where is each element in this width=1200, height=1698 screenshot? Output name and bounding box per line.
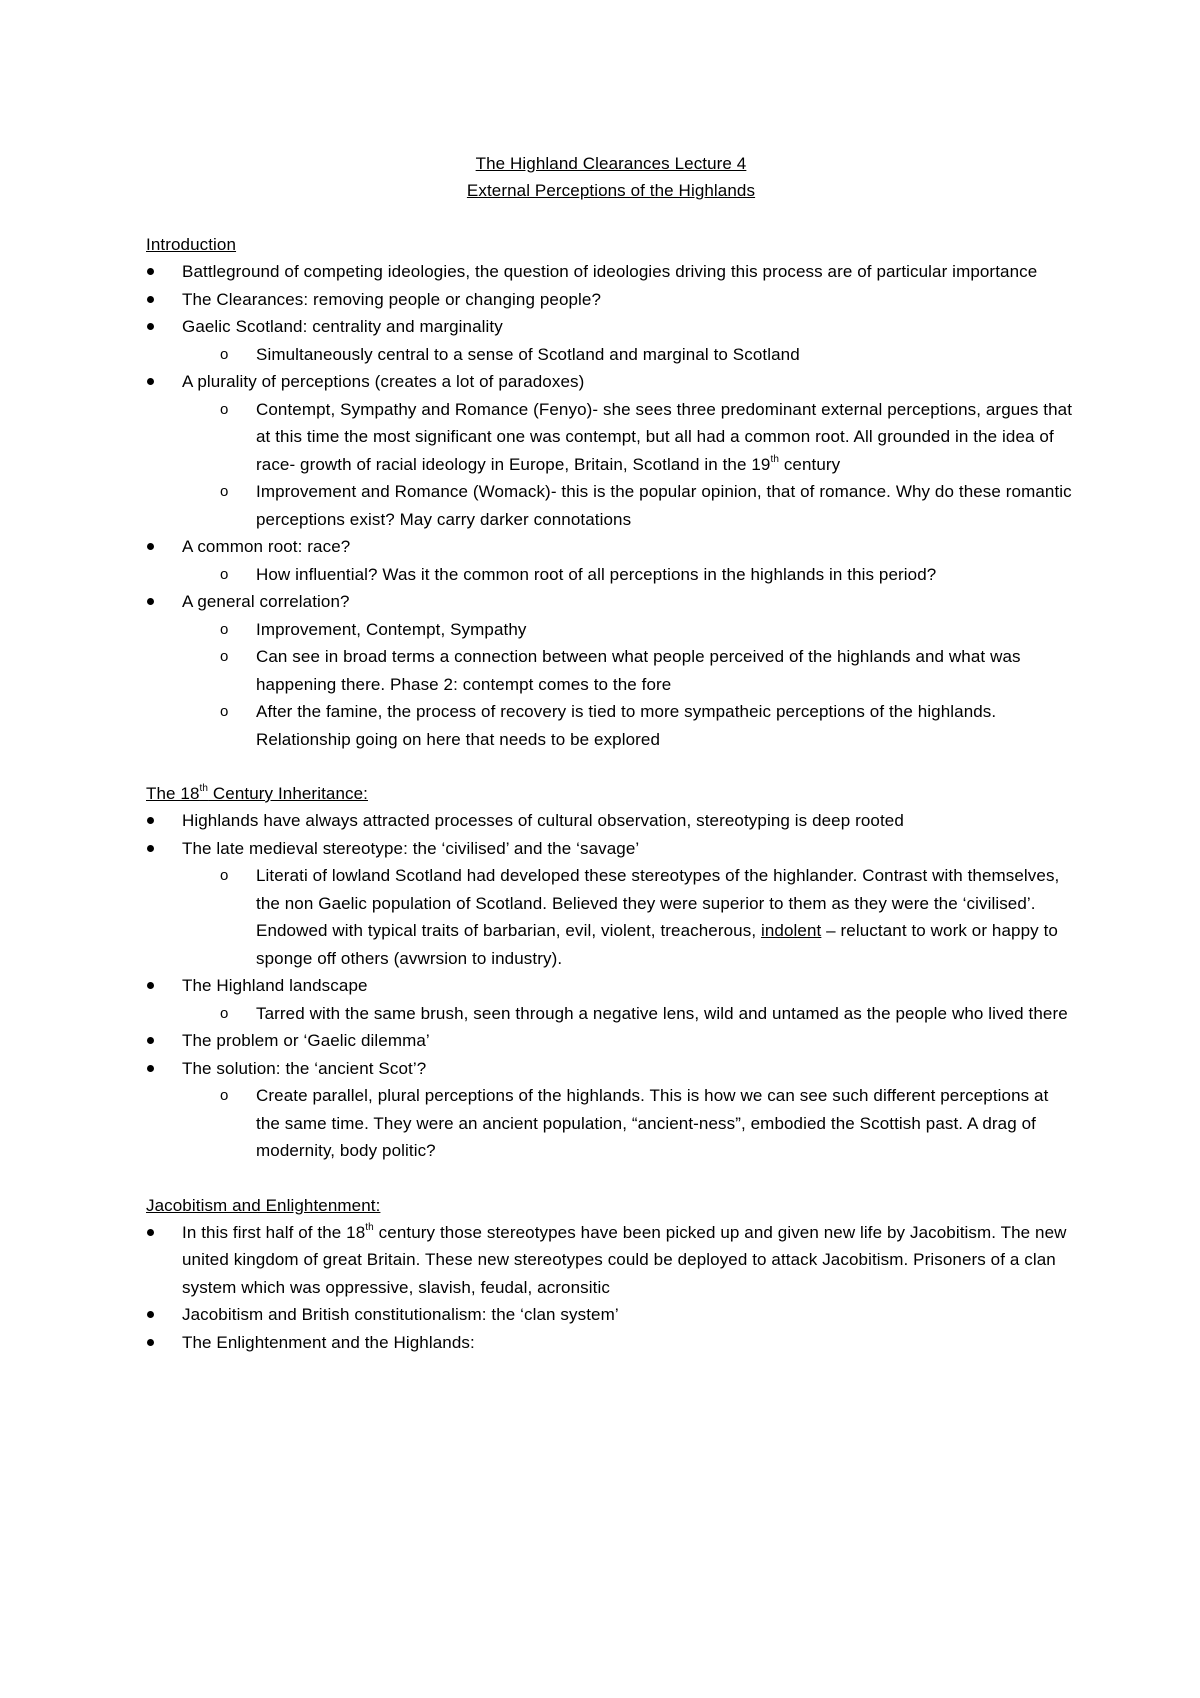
text-run: A plurality of perceptions (creates a lot of paradoxes)	[182, 372, 585, 391]
text-run: Century Inheritance:	[208, 784, 368, 803]
superscript: th	[199, 783, 209, 795]
text-run: After the famine, the process of recovery is tied to more sympatheic perceptions of the highlands. Relationship going on here that needs to be explored	[256, 702, 997, 749]
bullet-text	[182, 1333, 475, 1352]
text-run: The Enlightenment and the Highlands:	[182, 1332, 475, 1352]
document-subtitle: External Perceptions of the Highlands	[466, 181, 756, 200]
text-run: The Clearances: removing people or changing people?	[182, 289, 602, 309]
bullet-dot-icon	[147, 323, 154, 330]
sub-bullet-item	[146, 698, 1076, 753]
sub-bullet-icon: o	[220, 565, 229, 583]
document-title: The Highland Clearances Lecture 4	[475, 154, 747, 173]
text-run: Improvement and Romance (Womack)- this is the popular opinion, that of romance. Why do these romantic perceptions exist? May carry darker connotations	[256, 482, 1072, 529]
bullet-dot-icon	[147, 1339, 154, 1346]
text-run: Can see in broad terms a connection between what people perceived of the highlands and what was happening there. Phase 2: contempt comes to the fore	[256, 647, 1021, 694]
text-run: A common root: race?	[182, 537, 351, 556]
text-run: century those stereotypes have been picked up and given new life by Jacobitism. The new united kingdom of great Britain. These new stereotypes could be deployed to attack Jacobitism. Prisoners of a clan system which was oppressive, slavish, feudal, acronsitic	[182, 1222, 1067, 1297]
bullet-dot-icon	[147, 817, 154, 824]
sub-bullet-item	[146, 396, 1076, 479]
sub-bullet-icon: o	[220, 703, 229, 720]
bullet-text	[182, 1223, 1067, 1297]
bullet-item	[146, 1055, 1076, 1165]
section-heading	[146, 231, 1076, 258]
bullet-dot-icon	[147, 268, 154, 275]
bullet-dot-icon	[147, 1037, 154, 1044]
bullet-text	[182, 1305, 619, 1324]
sub-bullet-item	[146, 1082, 1076, 1165]
sub-bullet-text	[256, 345, 800, 364]
underlined-term: indolent	[760, 921, 822, 940]
sub-bullet-item	[146, 478, 1076, 533]
sub-bullet-item	[146, 616, 1076, 644]
text-run: Tarred with the same brush, seen through a negative lens, wild and untamed as the people who lived there	[256, 1003, 1068, 1023]
bullet-item	[146, 807, 1076, 835]
bullet-text	[182, 537, 350, 556]
bullet-text	[182, 839, 639, 858]
section	[146, 780, 1076, 1165]
bullet-dot-icon	[147, 845, 154, 852]
sub-bullet-item	[146, 341, 1076, 369]
bullet-item	[146, 835, 1076, 973]
sub-bullet-icon: o	[220, 1087, 229, 1104]
sub-bullet-list	[182, 1000, 1076, 1028]
sub-bullet-list	[182, 862, 1076, 972]
bullet-dot-icon	[147, 1229, 154, 1236]
text-run: Jacobitism and Enlightenment:	[146, 1195, 381, 1215]
text-run: Literati of lowland Scotland had developed these stereotypes of the highlander. Contrast with themselves, the non Gaelic population of Scotland. Believed they were superior to them as they were the ‘civilised’. Endowed with typical traits of barbarian, evil, violent, treacherous,	[256, 866, 1060, 940]
text-run: The solution: the ‘ancient Scot’?	[182, 1058, 427, 1078]
bullet-item	[146, 313, 1076, 368]
sub-bullet-icon: o	[220, 867, 229, 884]
text-run: In this first half of the 18	[182, 1222, 366, 1242]
text-run: The problem or ‘Gaelic dilemma’	[182, 1031, 430, 1050]
sub-bullet-icon: o	[220, 345, 229, 363]
sub-bullet-list	[182, 341, 1076, 369]
sub-bullet-text	[256, 702, 996, 749]
bullet-item	[146, 588, 1076, 753]
sub-bullet-list	[182, 1082, 1076, 1165]
bullet-list	[146, 1219, 1076, 1357]
bullet-text	[182, 1059, 426, 1078]
text-run: Introduction	[146, 235, 237, 254]
sub-bullet-text	[256, 620, 527, 639]
bullet-item	[146, 1301, 1076, 1329]
bullet-list	[146, 807, 1076, 1165]
text-run: The Highland landscape	[182, 976, 368, 995]
bullet-list	[146, 258, 1076, 753]
sub-bullet-icon: o	[220, 620, 229, 638]
section	[146, 231, 1076, 753]
sub-bullet-text	[256, 565, 936, 584]
text-run: Improvement, Contempt, Sympathy	[256, 619, 527, 639]
bullet-item	[146, 286, 1076, 314]
bullet-item	[146, 258, 1076, 286]
bullet-text	[182, 372, 584, 391]
superscript: th	[770, 453, 779, 465]
sub-bullet-icon: o	[220, 483, 229, 500]
bullet-dot-icon	[147, 982, 154, 989]
bullet-item	[146, 1027, 1076, 1055]
sub-bullet-icon: o	[220, 648, 229, 665]
bullet-dot-icon	[147, 598, 154, 605]
text-run: The 18	[146, 784, 200, 803]
text-run: Battleground of competing ideologies, the question of ideologies driving this process are of particular importance	[182, 262, 1038, 281]
superscript: th	[365, 1221, 374, 1233]
sub-bullet-icon: o	[220, 1004, 229, 1022]
text-run: A general correlation?	[182, 592, 350, 611]
bullet-item	[146, 1329, 1076, 1357]
text-run: Create parallel, plural perceptions of the highlands. This is how we can see such different perceptions at the same time. They were an ancient population, “ancient-ness”, embodied the Scottish past. A drag of modernity, body politic?	[256, 1086, 1049, 1160]
sub-bullet-icon: o	[220, 400, 229, 418]
section-heading	[146, 780, 1076, 807]
bullet-text	[182, 262, 1037, 281]
sub-bullet-text	[256, 866, 1059, 968]
bullet-item	[146, 533, 1076, 588]
text-run: The late medieval stereotype: the ‘civilised’ and the ‘savage’	[182, 838, 640, 858]
text-run: How influential? Was it the common root of all perceptions in the highlands in this period?	[256, 564, 937, 584]
bullet-text	[182, 1031, 430, 1050]
text-run: Simultaneously central to a sense of Scotland and marginal to Scotland	[256, 344, 800, 364]
sub-bullet-list	[182, 396, 1076, 534]
text-run: Contempt, Sympathy and Romance (Fenyo)- she sees three predominant external perceptions, argues that at this time the most significant one was contempt, but all had a common root. All grounded in the idea of race- growth of racial ideology in Europe, Britain, Scotland in the 19	[256, 399, 1073, 474]
sub-bullet-text	[256, 1086, 1048, 1160]
sub-bullet-text	[256, 647, 1021, 694]
bullet-text	[182, 592, 350, 611]
bullet-dot-icon	[147, 296, 154, 303]
section-heading	[146, 1192, 1076, 1219]
bullet-dot-icon	[147, 1311, 154, 1318]
sub-bullet-item	[146, 862, 1076, 972]
bullet-item	[146, 972, 1076, 1027]
bullet-dot-icon	[147, 1065, 154, 1072]
bullet-text	[182, 290, 601, 309]
sub-bullet-item	[146, 643, 1076, 698]
bullet-dot-icon	[147, 543, 154, 550]
sub-bullet-item	[146, 561, 1076, 589]
sub-bullet-list	[182, 561, 1076, 589]
text-run: Gaelic Scotland: centrality and marginality	[182, 317, 503, 336]
sub-bullet-text	[256, 1004, 1068, 1023]
document-body	[146, 150, 1076, 1383]
bullet-text	[182, 317, 503, 336]
sub-bullet-item	[146, 1000, 1076, 1028]
bullet-text	[182, 811, 904, 830]
sub-bullet-list	[182, 616, 1076, 754]
bullet-dot-icon	[147, 378, 154, 385]
text-run: – reluctant to work or happy to sponge off others (avwrsion to industry).	[256, 921, 1058, 968]
sections-container	[146, 231, 1076, 1356]
sub-bullet-text	[256, 400, 1072, 474]
bullet-item	[146, 368, 1076, 533]
section	[146, 1192, 1076, 1357]
bullet-text	[182, 976, 368, 995]
bullet-item	[146, 1219, 1076, 1302]
text-run: Jacobitism and British constitutionalism: the ‘clan system’	[182, 1305, 619, 1324]
text-run: Highlands have always attracted processes of cultural observation, stereotyping is deep rooted	[182, 811, 904, 830]
sub-bullet-text	[256, 482, 1072, 529]
text-run: century	[779, 454, 841, 474]
